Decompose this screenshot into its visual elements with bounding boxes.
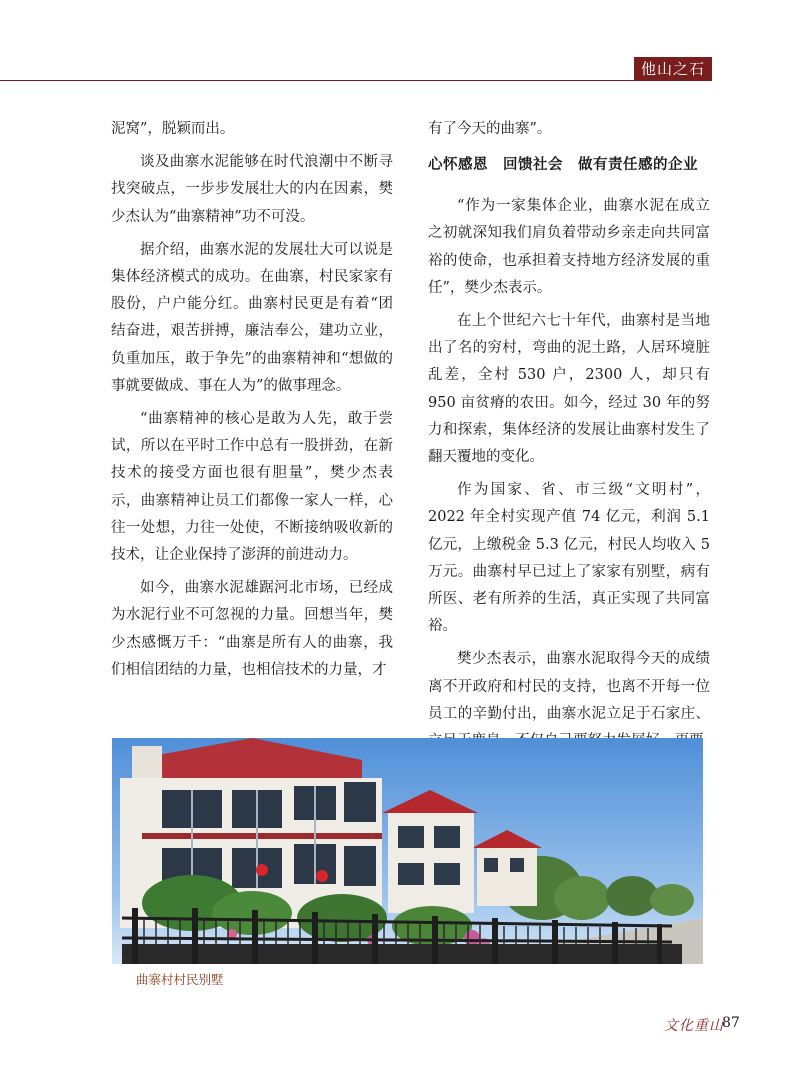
paragraph: 有了今天的曲寨”。 xyxy=(428,121,552,137)
paragraph: 樊少杰表示，曲寨水泥取得今天的成绩离不开政府和村民的支持，也离不开每一位员工的辛勤付出，曲寨水泥立足于石家庄、 xyxy=(428,651,710,722)
photo-illustration xyxy=(112,738,703,964)
magazine-brand: 文化重山 xyxy=(664,1018,724,1034)
page-number: 87 xyxy=(722,1015,740,1031)
section-heading: 心怀感恩 回馈社会 做有责任感的企业 xyxy=(428,157,698,174)
paragraph: 泥窝”，脱颖而出。 xyxy=(111,121,235,137)
header-rule xyxy=(0,80,712,81)
village-villas-photo xyxy=(112,738,703,964)
section-label: 他山之石 xyxy=(634,57,712,81)
paragraph: 据介绍，曲寨水泥的发展壮大可以说是集体经济模式的成功。在曲寨，村民家家有股份，户户能分红。曲寨村民更是有着“团结奋进，艰苦拼搏，廉洁奉公，建功立业，负重加压，敢于争先”的曲寨精神和“想做的事就要做成、事在人为”的做事理念。 xyxy=(111,241,393,394)
paragraph: 谈及曲寨水泥能够在时代浪潮中不断寻找突破点，一步步发展壮大的内在因素，樊少杰认为“曲寨精神”功不可没。 xyxy=(111,154,393,225)
paragraph: “作为一家集体企业，曲寨水泥在成立之初就深知我们肩负着带动乡亲走向共同富裕的使命，也承担着支持地方经济发展的重任”，樊少杰表示。 xyxy=(428,198,710,296)
paragraph: 如今，曲寨水泥雄踞河北市场，已经成为水泥行业不可忽视的力量。回想当年，樊少杰感慨万千：“曲寨是所有人的曲寨，我们相信团结的力量，也相信技术的力量，才 xyxy=(111,580,393,678)
paragraph: “曲寨精神的核心是敢为人先，敢于尝试，所以在平时工作中总有一股拼劲，在新技术的接受方面也很有胆量”，樊少杰表示，曲寨精神让员工们都像一家人一样，心往一处想，力往一处使，不断接纳吸收新的技术，让企业保持了澎湃的前进动力。 xyxy=(111,411,393,564)
left-column xyxy=(111,116,393,690)
right-column xyxy=(428,116,710,761)
photo-caption: 曲寨村村民别墅 xyxy=(136,972,224,987)
paragraph: 在上个世纪六七十年代，曲寨村是当地出了名的穷村，弯曲的泥土路，人居环境脏乱差，全村 530 户，2300 人，却只有 950 亩贫瘠的农田。如今，经过 30 年的努力和探索，集体经济的发展让曲寨村发生了翻天覆地的变化。 xyxy=(428,313,710,466)
paragraph: 作为国家、省、市三级“文明村”，2022 年全村实现产值 74 亿元，利润 5.1 亿元，上缴税金 5.3 亿元，村民人均收入 5 万元。曲寨村早已过上了家家有别墅，病有所医、老有所养的生活，真正实现了共同富裕。 xyxy=(428,482,710,635)
